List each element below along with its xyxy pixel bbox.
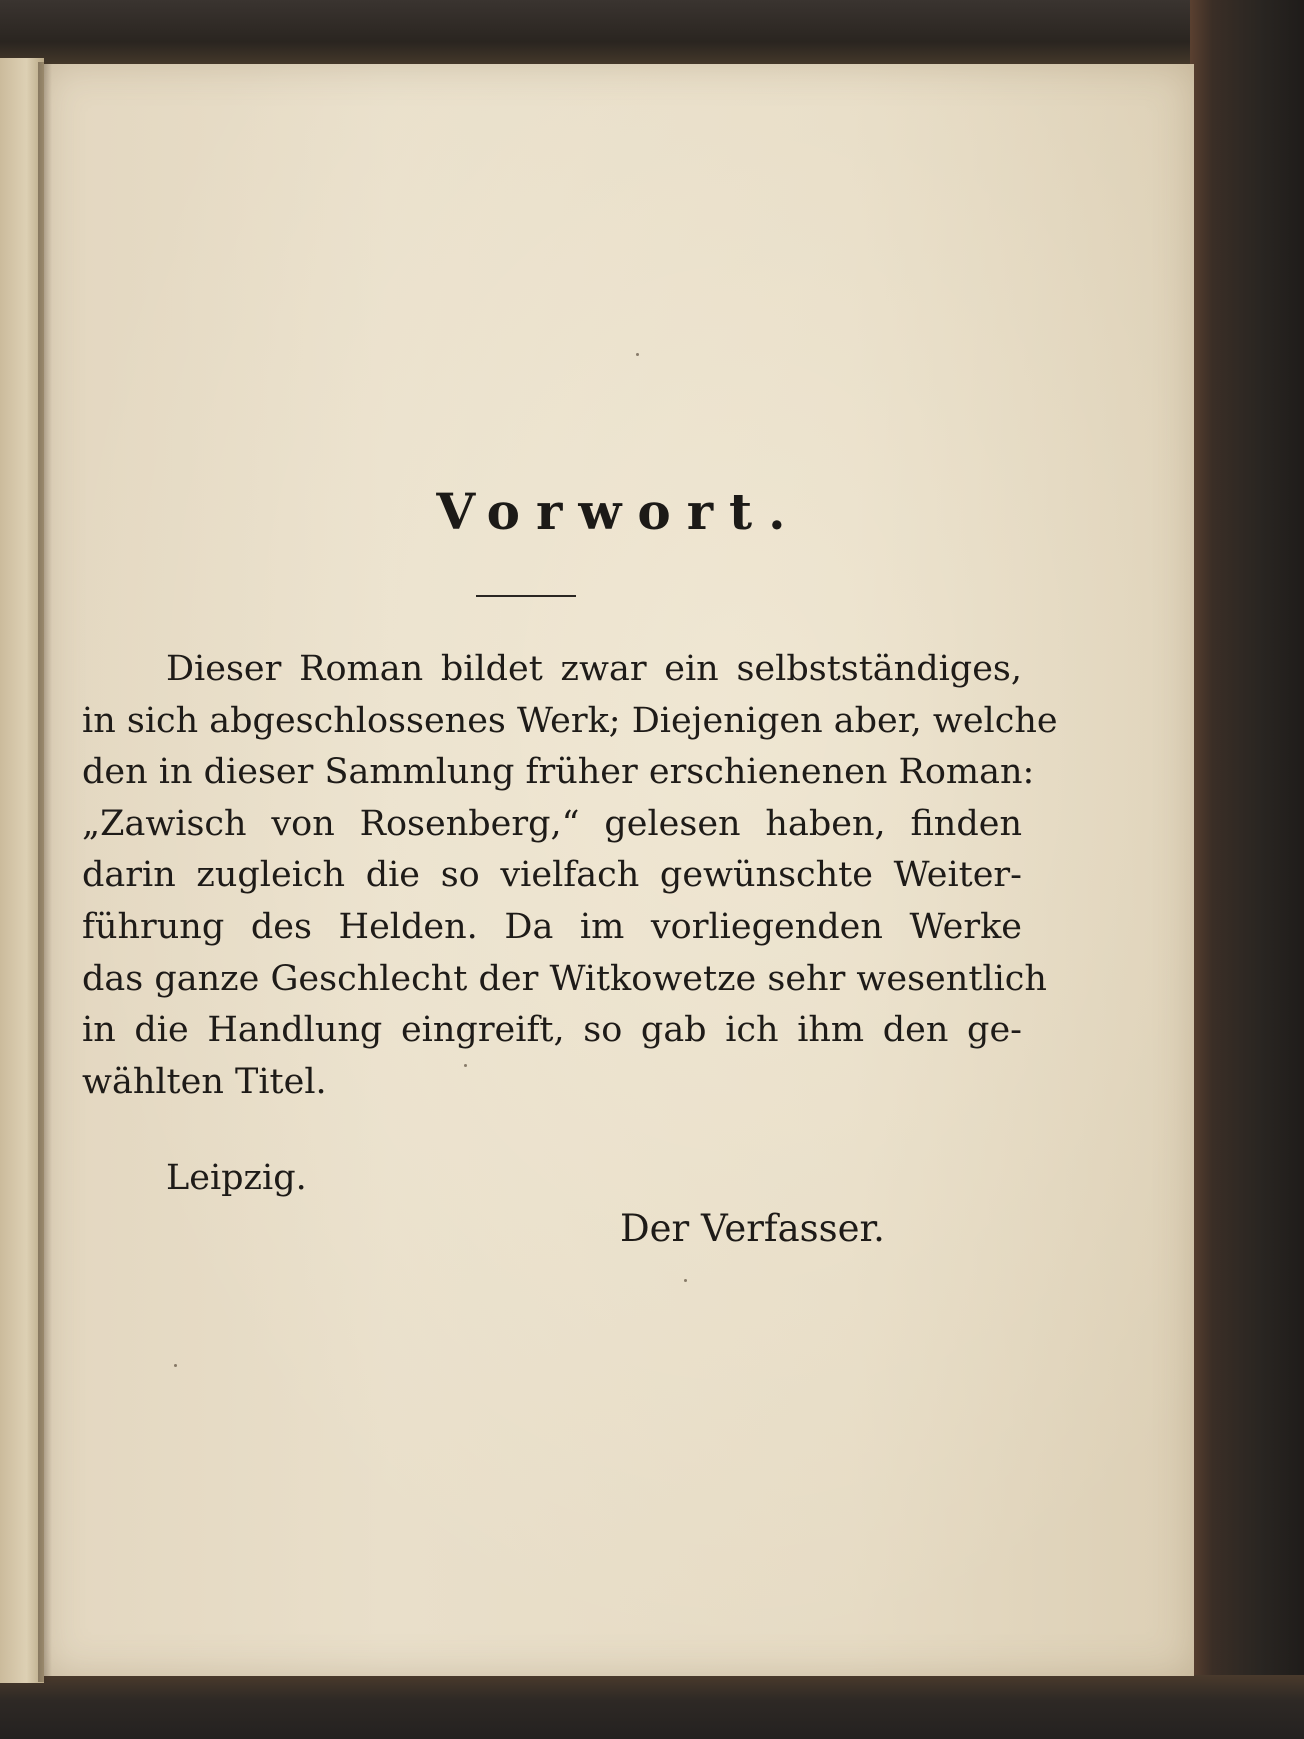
book-page bbox=[44, 64, 1194, 1676]
text-line: darin zugleich die so vielfach gewünschte Weiter- bbox=[82, 855, 1022, 896]
text-line: das ganze Geschlecht der Witkowetze sehr wesentlich bbox=[82, 958, 1047, 999]
text-line: den in dieser Sammlung früher erschienenen Roman: bbox=[82, 752, 1035, 793]
paper-speck bbox=[174, 1364, 177, 1367]
cover-top-edge bbox=[0, 0, 1304, 70]
text-line: in sich abgeschlossenes Werk; Diejenigen aber, welche bbox=[82, 700, 1058, 741]
gutter-shadow bbox=[38, 62, 52, 1682]
cover-right-edge bbox=[1190, 0, 1304, 1739]
text-line: wählten Titel. bbox=[82, 1061, 327, 1102]
paper-speck bbox=[464, 1064, 467, 1067]
cover-bottom-edge bbox=[0, 1675, 1304, 1739]
author-signature: Der Verfasser. bbox=[620, 1207, 885, 1250]
place-line: Leipzig. bbox=[166, 1158, 307, 1198]
title-divider bbox=[476, 595, 576, 597]
paper-speck bbox=[684, 1279, 687, 1282]
text-line: führung des Helden. Da im vorliegenden Werke bbox=[82, 906, 1022, 947]
paper-speck bbox=[636, 353, 639, 356]
text-line: in die Handlung eingreift, so gab ich ihm den ge- bbox=[82, 1010, 1022, 1051]
text-line: Dieser Roman bildet zwar ein selbstständiges, bbox=[166, 649, 1022, 689]
text-line: „Zawisch von Rosenberg,“ gelesen haben, finden bbox=[82, 803, 1022, 844]
page-title: Vorwort. bbox=[436, 482, 802, 541]
preface-paragraph bbox=[82, 644, 1058, 1108]
